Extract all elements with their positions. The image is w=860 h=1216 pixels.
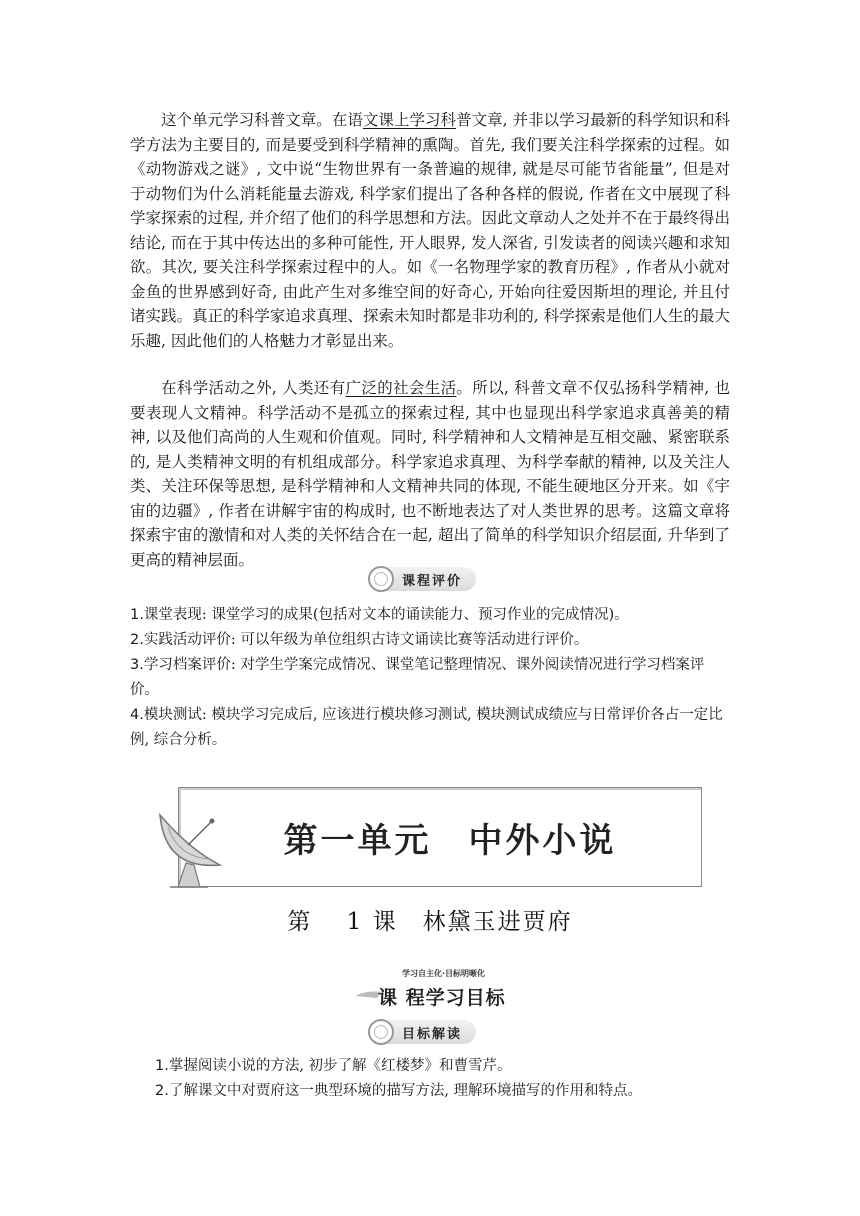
- circle-icon: [368, 566, 394, 592]
- study-head-title: 课 程学习目标: [378, 987, 506, 1009]
- course-evaluation-badge: [368, 565, 476, 593]
- goal-list: [155, 1054, 735, 1104]
- item-text: 课堂表现: 课堂学习的成果(包括对文本的诵读能力、预习作业的完成情况)。: [143, 607, 629, 623]
- unit-title: 第一单元 中外小说: [283, 820, 617, 861]
- study-head-subtitle: 学习自主化·目标明晰化: [402, 969, 486, 978]
- item-text: 掌握阅读小说的方法, 初步了解《红楼梦》和曹雪芹。: [168, 1058, 512, 1074]
- text-run: 在科学活动之外, 人类还有: [161, 379, 346, 397]
- item-text: 学习档案评价: 对学生学案完成情况、课堂笔记整理情况、课外阅读情况进行学习档案评价。: [130, 657, 705, 698]
- item-text: 模块测试: 模块学习完成后, 应该进行模块修习测试, 模块测试成绩应与日常评价各占一定比例, 综合分析。: [130, 707, 723, 748]
- goal-interpretation-badge: [368, 1018, 476, 1046]
- item-number: 1.: [130, 607, 144, 623]
- list-item: [130, 703, 730, 753]
- paragraph-humanistic-spirit: [130, 376, 730, 572]
- text-run: 。所以, 科普文章不仅弘扬科学精神, 也要表现人文精神。科学活动不是孤立的探索过程, 其中也显现出科学家追求真善美的精神, 以及他们高尚的人生观和价值观。同时, 科学精神和人文精神是互相交融、紧密联系的, 是人类精神文明的有机组成部分。科学家追求真理、为科学奉献的精神, 以及关注人类、关注环保等思想, 是科学精神和人文精神共同的体现, 不能生硬地区分开来。如《宇宙的边疆》, 作者在讲解宇宙的构成时, 也不断地表达了对人类世界的思考。这篇文章将探索宇宙的激情和对人类的关怀结合在一起, 超出了简单的科学知识介绍层面, 升华到了更高的精神层面。: [130, 379, 730, 569]
- item-number: 4.: [130, 707, 144, 723]
- badge-label: 课程评价: [384, 567, 476, 591]
- list-item: [155, 1054, 735, 1079]
- item-text: 了解课文中对贾府这一典型环境的描写方法, 理解环境描写的作用和特点。: [168, 1083, 643, 1099]
- underlined-text: 广泛的社会生活: [345, 379, 457, 397]
- unit-banner: [178, 787, 702, 887]
- item-number: 2.: [155, 1083, 169, 1099]
- text-run: 这个单元学习科普文章。在语: [161, 111, 363, 129]
- satellite-dish-icon: [150, 795, 240, 895]
- item-number: 1.: [155, 1058, 169, 1074]
- paragraph-science-exploration: [130, 108, 730, 353]
- list-item: [130, 603, 730, 628]
- item-number: 3.: [130, 657, 144, 673]
- circle-icon: [368, 1019, 394, 1045]
- evaluation-list: [130, 603, 730, 753]
- underlined-text: 文课上学习科: [362, 111, 457, 129]
- badge-label: 目标解读: [384, 1020, 476, 1044]
- list-item: [130, 628, 730, 653]
- lesson-title: 第 1 课 林黛玉进贾府: [287, 909, 573, 935]
- list-item: [130, 653, 730, 703]
- text-run: 普文章, 并非以学习最新的科学知识和科学方法为主要目的, 而是要受到科学精神的熏陶。首先, 我们要关注科学探索的过程。如《动物游戏之谜》, 文中说“生物世界有一条普遍的规律, 就是尽可能节省能量”, 但是对于动物们为什么消耗能量去游戏, 科学家们提出了各种各样的假说, 作者在文中展现了科学家探索的过程, 并介绍了他们的科学思想和方法。因此文章动人之处并不在于最终得出结论, 而在于其中传达出的多种可能性, 开人眼界, 发人深省, 引发读者的阅读兴趣和求知欲。其次, 要关注科学探索过程中的人。如《一名物理学家的教育历程》, 作者从小就对金鱼的世界感到好奇, 由此产生对多维空间的好奇心, 开始向往爱因斯坦的理论, 并且付诸实践。真正的科学家追求真理、探索未知时都是非功利的, 科学探索是他们人生的最大乐趣, 因此他们的人格魅力才彰显出来。: [130, 111, 730, 350]
- list-item: [155, 1079, 735, 1104]
- item-number: 2.: [130, 632, 144, 648]
- item-text: 实践活动评价: 可以年级为单位组织古诗文诵读比赛等活动进行评价。: [143, 632, 589, 648]
